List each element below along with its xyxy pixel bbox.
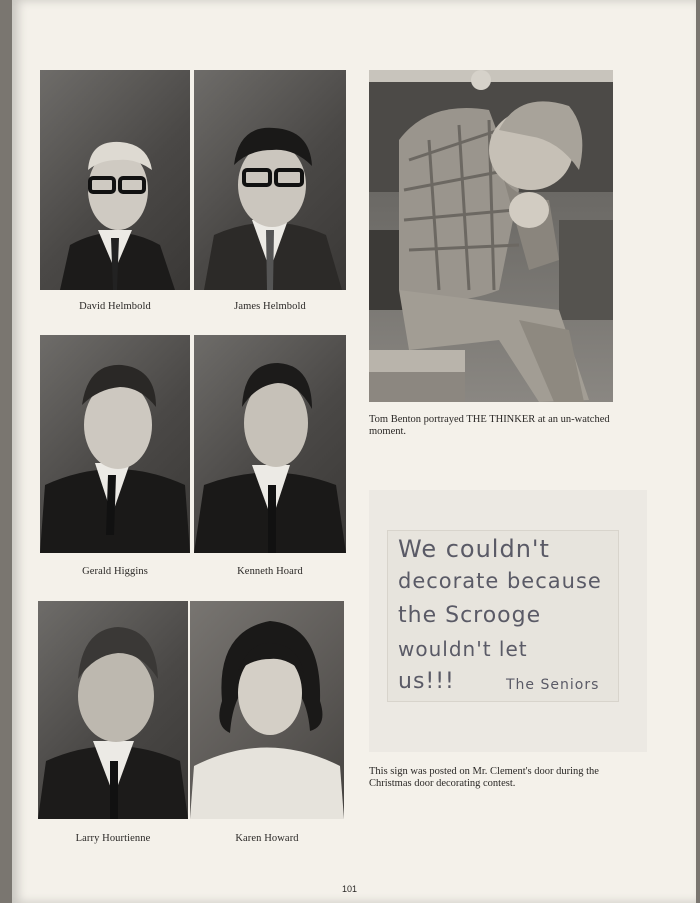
portrait-gerald-higgins — [40, 335, 190, 553]
portrait-caption-larry-hourtienne: Larry Hourtienne — [75, 833, 151, 844]
sign-line: decorate because — [398, 569, 602, 593]
sign-line: wouldn't let — [398, 637, 528, 661]
thinker-photo — [369, 70, 613, 402]
sign-signature: The Seniors — [506, 677, 600, 693]
sign-line: the Scrooge — [398, 603, 542, 628]
sign-line: us!!! — [398, 669, 455, 694]
portrait-james-helmbold — [194, 70, 346, 290]
portrait-caption-james-helmbold: James Helmbold — [234, 301, 306, 312]
door-sign — [387, 530, 619, 702]
portrait-caption-kenneth-hoard: Kenneth Hoard — [237, 566, 303, 577]
page-number: 101 — [342, 884, 358, 894]
portrait-caption-gerald-higgins: Gerald Higgins — [82, 566, 148, 577]
portrait-caption-karen-howard: Karen Howard — [235, 833, 299, 844]
yearbook-page — [12, 0, 696, 903]
portrait-caption-david-helmbold: David Helmbold — [79, 301, 151, 312]
sign-line: We couldn't — [398, 535, 550, 563]
sign-photo — [369, 490, 647, 752]
portrait-kenneth-hoard — [194, 335, 346, 553]
thinker-caption: Tom Benton portrayed THE THINKER at an un-watched moment. — [369, 414, 610, 437]
portrait-david-helmbold — [40, 70, 190, 290]
portrait-larry-hourtienne — [38, 601, 188, 819]
sign-caption: This sign was posted on Mr. Clement's door during the Christmas door decorating contest. — [369, 766, 599, 789]
portrait-karen-howard — [190, 601, 344, 819]
